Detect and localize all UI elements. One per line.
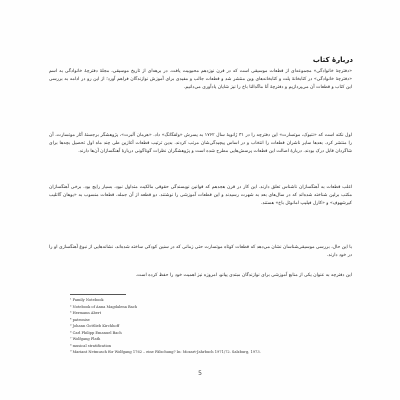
- paragraph-text: اول نکته است که «نتبوک، موتسارت» این دفترچه را در ۳۱ ژانویهٔ سال ۱۷۶۲ به پسرش «ولفگانگ» داد. «هرمان آلبرت»، پژوهشگر برجستهٔ آثار موتسارت، آن را منتشر کرد. بعدها سایر ناشران قطعات را انتخاب و در اساس پیچیدگی‌شان مرتب کردند. بدین ترتیب قطعات آغازین طی چند ماه اول تحصیل بچه‌ها برای شاگردان قابل درک بودند. دربارهٔ اصالت این قطعات پرسش‌هایی مطرح شده است و پژوهشگران نظرات گوناگونی دربارهٔ آهنگسازان آن‌ها دارند.: [49, 133, 353, 155]
- footnote: ⁸ musical stratification: [70, 343, 112, 348]
- footnote: ⁴ patronise: [70, 317, 90, 322]
- page-number: 5: [198, 370, 202, 377]
- paragraph-5: [49, 272, 352, 280]
- footnote: ¹ Family Notebook: [70, 298, 104, 302]
- footnote: ⁷ Wolfgang Plath: [70, 337, 101, 342]
- paragraph-3: [49, 184, 352, 208]
- footnote-divider: [70, 294, 126, 295]
- section-heading: دربارهٔ کتاب: [312, 56, 353, 64]
- footnotes: [70, 297, 330, 356]
- paragraph-text: این دفترچه به عنوان یکی از منابع آموزشی برای نوازندگان مبتدی پیانو، امروزه نیز اهمیت خود را حفظ کرده است.: [135, 273, 352, 278]
- footnote: ³ Hermann Abert: [70, 311, 102, 316]
- paragraph-text: با این حال، بررسی موسیقی‌شناسان نشان می‌دهد که قطعات کوتاه موتسارت حتی زمانی که در سنین کودکی ساخته شده‌اند، نشانه‌هایی از نبوغ آهنگسازی او را در خود دارند.: [49, 245, 352, 259]
- footnote: ⁶ Carl Philipp Emanuel Bach: [70, 330, 122, 335]
- paragraph-text: اغلب قطعات به آهنگسازان ناشناس تعلق دارند. این کار در قرن هجدهم که قوانین نویسندگی حقوقی مالکیت متداول نبود، بسیار رایج بود. برخی آهنگسازان مکتب برلین شناخته شده‌اند که در سال‌های بعد به شهرت رسیدند و این قطعات آموزشی را نوشتند. دو قطعه از آن جمله، قطعات منسوب به «یوهان گاتلیب کیرشهوف» و «کارل فیلیپ امانوئل باخ» هستند.: [49, 185, 353, 207]
- footnote: ⁵ Johann Gottlieb Kirchhoff: [70, 324, 120, 329]
- footnote: ⁹ Mariant Netmusch für Wolfgang 1762 – eine Fälschung? In: Mozart-Jahrbuch 1971/72. Salzburg, 1973.: [70, 350, 261, 355]
- paragraph-1: [49, 68, 352, 92]
- footnote: ² Notebook of Anna Magdalena Bach: [70, 304, 138, 309]
- paragraph-text: «دفترچهٔ خانوادگی» مجموعه‌ای از قطعات موسیقی است که در قرن نوزدهم محبوبیت یافت. در برهه‌ای از تاریخ موسیقی، مجلهٔ دفترچهٔ خانوادگی به اسم «دفترچهٔ خانوادگی» در کتابخانهٔ پلت و کتابخانه‌های وین منتشر شد و قطعات جالب و مفیدی برای آموزش نوازندگان فراهم آورد؛ از این رو در ادامه به بررسی این کتاب و قطعات آن می‌پردازیم و دفترچهٔ آنا ماگدالنا باخ را نیز شایان یادآوری می‌دانیم.: [49, 69, 352, 91]
- paragraph-4: [49, 244, 352, 260]
- paragraph-2: [49, 132, 352, 156]
